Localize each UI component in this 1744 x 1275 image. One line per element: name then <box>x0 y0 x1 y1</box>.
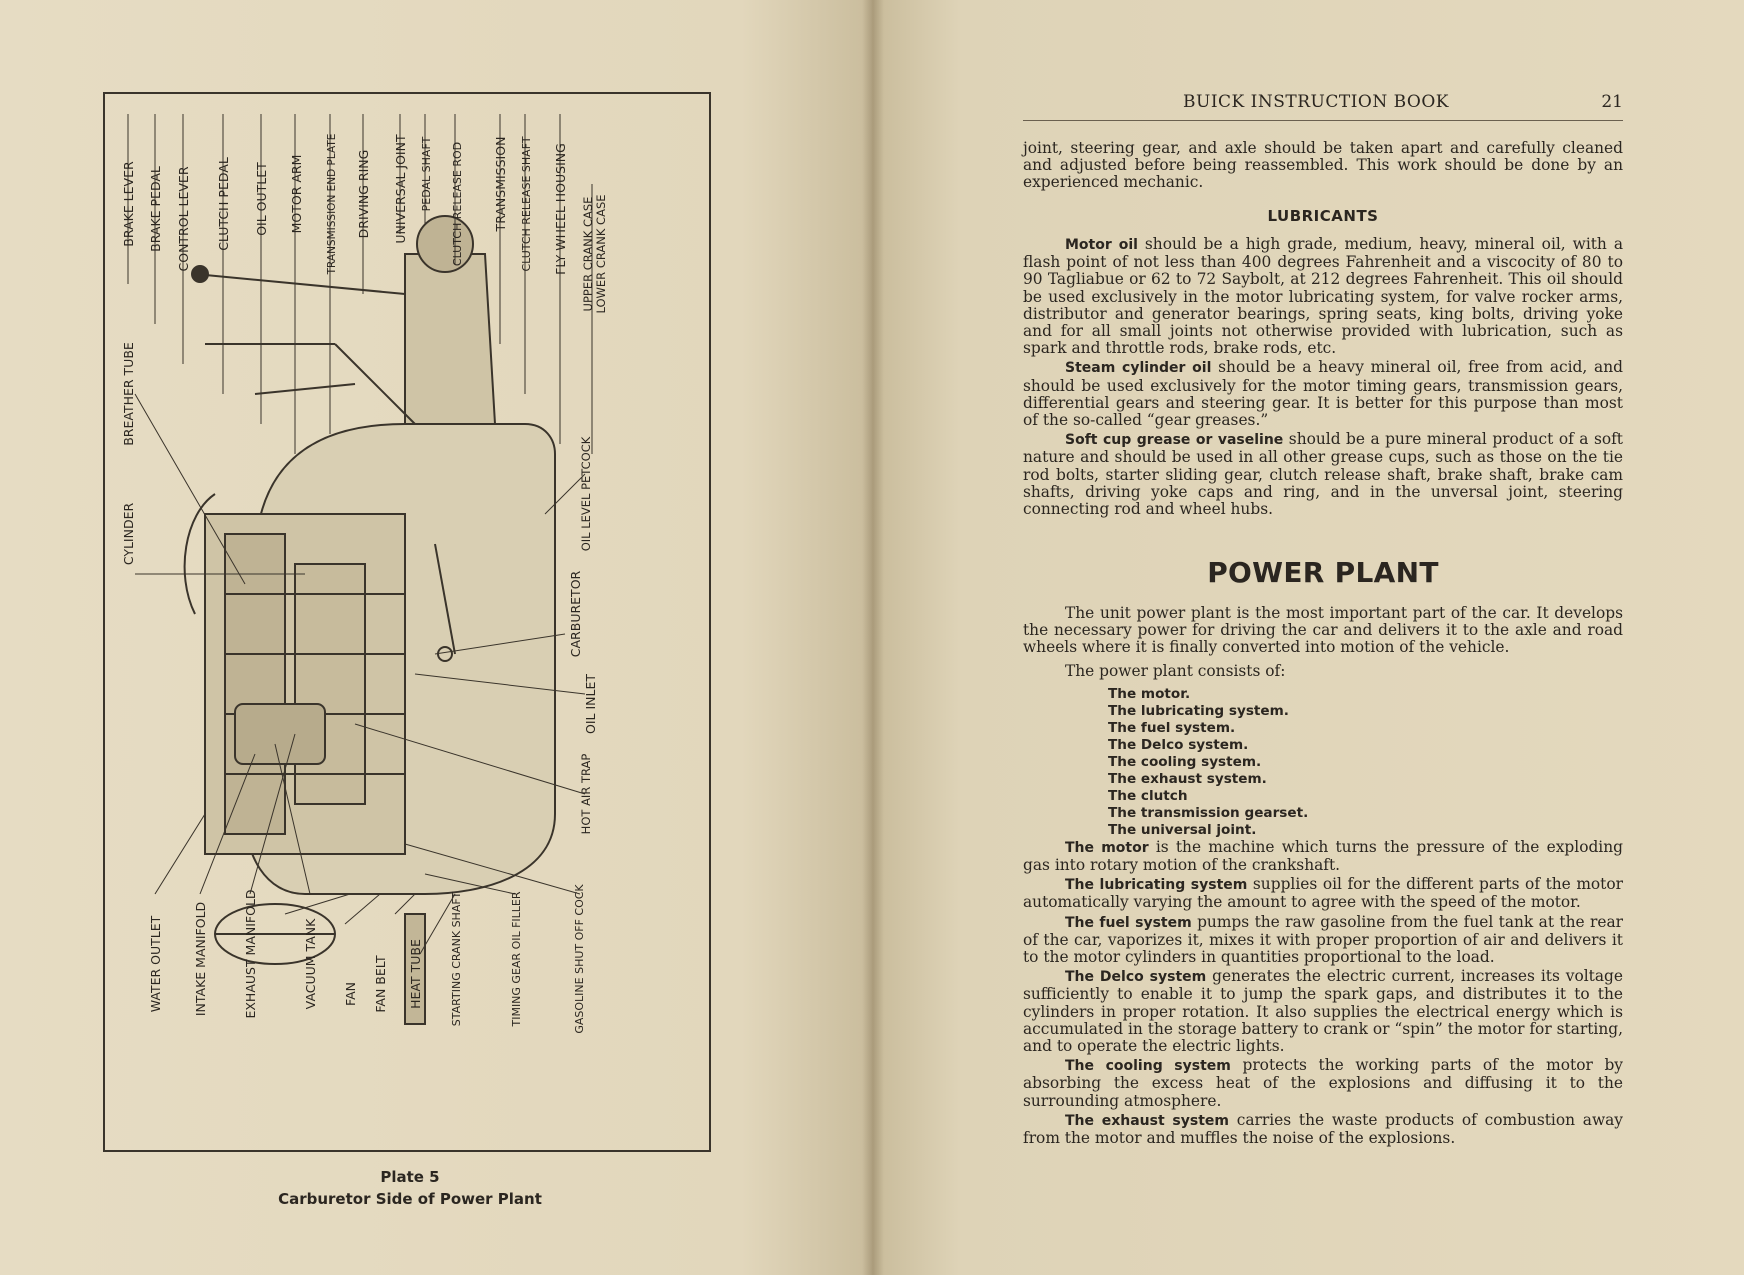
label-gasoline-shut-off-cock: GASOLINE SHUT OFF COCK <box>573 884 586 1034</box>
lubricating-text: supplies oil for the different parts of the motor automatically varying the amount to agree with the speed of the motor. <box>1023 875 1623 912</box>
label-clutch-release-shaft: CLUTCH RELEASE SHAFT <box>520 136 533 272</box>
intro-paragraph <box>1023 140 1623 192</box>
label-brake-pedal: BRAKE PEDAL <box>148 166 163 252</box>
list-item: The universal joint. <box>1108 821 1257 838</box>
delco-term: The Delco system <box>1065 969 1207 986</box>
plate-5-illustration <box>103 92 711 1152</box>
motor-text: is the machine which turns the pressure of the exploding gas into rotary motion of the crankshaft. <box>1023 837 1623 875</box>
pp-intro: The unit power plant is the most important part of the car. It develops the necessary power for driving the car and delivers it to the axle and road wheels where it is finally converted into motion of the vehicle. <box>1023 604 1623 657</box>
motor-oil-text: should be a high grade, medium, heavy, mineral oil, with a flash point of not less than 400 degrees Fahrenheit and a viscocity of 80 to 90 Tagliabue or 62 to 72 Saybolt, at 212 degrees Fahrenheit. This oil should be used exclusively in the motor lubricating system, for valve rocker arms, distributor and generator bearings, spring seats, king bolts, driving yoke and for all small joints not otherwise provided with lubrication, such as spark and throttle rods, brake rods, etc. <box>1023 235 1623 358</box>
grease-paragraph <box>1023 431 1623 518</box>
label-carburetor: CARBURETOR <box>568 570 583 658</box>
label-cylinder: CYLINDER <box>121 502 136 566</box>
label-upper-crank-case: UPPER CRANK CASE <box>581 196 595 312</box>
grease-term: Soft cup grease or vaseline <box>1065 432 1284 449</box>
exhaust-term: The exhaust system <box>1065 1112 1229 1129</box>
label-universal-joint: UNIVERSAL JOINT <box>393 134 408 244</box>
grease-text: should be a pure mineral product of a soft nature and should be used in all other grease cups, such as those on the tie rod bolts, starter sliding gear, clutch release shaft, brake shaft, brake cam shafts, driving yoke caps and ring, and in the unversal joint, steering connecting rod and wheel hubs. <box>1023 430 1623 519</box>
motor-oil-paragraph <box>1023 236 1623 357</box>
label-exhaust-manifold: EXHAUST MANIFOLD <box>243 889 258 1019</box>
label-control-lever: CONTROL LEVER <box>176 166 191 272</box>
list-item: The Delco system. <box>1108 736 1249 753</box>
label-vacuum-tank: VACUUM TANK <box>303 918 318 1010</box>
intro-text: joint, steering gear, and axle should be taken apart and carefully cleaned and adjusted before being reassembled. This work should be done by an experienced mechanic. <box>1023 139 1623 192</box>
steam-oil-text: should be a heavy mineral oil, free from acid, and should be used exclusively for the motor timing gears, transmission gears, differential gears and steering gear. It is better for this purpose than most of the so-called “gear greases.” <box>1023 358 1623 430</box>
label-hot-air-trap: HOT AIR TRAP <box>579 753 593 835</box>
steam-oil-paragraph <box>1023 359 1623 429</box>
label-brake-lever: BRAKE LEVER <box>121 161 136 247</box>
label-fly-wheel-housing: FLY WHEEL HOUSING <box>553 143 568 275</box>
label-oil-outlet: OIL OUTLET <box>254 162 269 236</box>
page-number: 21 <box>1601 92 1623 112</box>
label-timing-gear-oil-filler: TIMING GEAR OIL FILLER <box>510 891 523 1027</box>
power-plant-heading: POWER PLANT <box>1207 556 1439 589</box>
lubricating-paragraph <box>1023 876 1623 911</box>
label-intake-manifold: INTAKE MANIFOLD <box>193 901 208 1017</box>
delco-text: generates the electric current, increases its voltage sufficiently to enable it to jump the spark gaps, and distributes it to the cylinders in proper rotation. It also supplies the electrical energy which is accumulated in the storage battery to crank or “spin” the motor for starting, and to operate the electric lights. <box>1023 967 1623 1056</box>
plate-caption: Carburetor Side of Power Plant <box>278 1190 542 1208</box>
label-oil-level-petcock: OIL LEVEL PETCOCK <box>579 436 593 552</box>
label-breather-tube: BREATHER TUBE <box>121 342 136 446</box>
label-lower-crank-case: LOWER CRANK CASE <box>594 194 608 314</box>
fuel-paragraph <box>1023 914 1623 967</box>
component-list <box>1108 686 1623 839</box>
book-gutter <box>862 0 884 1275</box>
lubricants-heading: LUBRICANTS <box>1267 207 1379 225</box>
motor-paragraph <box>1023 839 1623 874</box>
label-clutch-pedal: CLUTCH PEDAL <box>216 157 231 251</box>
list-item: The fuel system. <box>1108 719 1236 736</box>
label-fan-belt: FAN BELT <box>373 955 388 1013</box>
label-motor-arm: MOTOR ARM <box>289 154 304 234</box>
label-transmission: TRANSMISSION <box>493 136 508 232</box>
delco-paragraph <box>1023 968 1623 1055</box>
running-header <box>1023 92 1623 121</box>
motor-oil-term: Motor oil <box>1065 237 1138 253</box>
lubricating-term: The lubricating system <box>1065 877 1248 894</box>
fuel-term: The fuel system <box>1065 914 1192 931</box>
list-item: The motor. <box>1108 685 1191 702</box>
fuel-text: pumps the raw gasoline from the fuel tank at the rear of the car, vaporizes it, mixes it with proper proportion of air and delivers it to the motor cylinders in quantities proportional to the load. <box>1023 912 1623 967</box>
label-fan: FAN <box>343 982 358 1006</box>
label-starting-crank-shaft: STARTING CRANK SHAFT <box>450 891 463 1027</box>
label-oil-inlet: OIL INLET <box>583 674 598 734</box>
label-driving-ring: DRIVING RING <box>356 149 371 239</box>
consists-of: The power plant consists of: <box>1065 661 1286 680</box>
label-pedal-shaft: PEDAL SHAFT <box>420 136 433 212</box>
list-item: The cooling system. <box>1108 753 1262 770</box>
list-item: The lubricating system. <box>1108 702 1289 719</box>
exhaust-text: carries the waste products of combustion away from the motor and muffles the noise of the explosions. <box>1023 1110 1623 1148</box>
steam-oil-term: Steam cylinder oil <box>1065 360 1212 377</box>
label-heat-tube: HEAT TUBE <box>408 939 423 1009</box>
header-title: BUICK INSTRUCTION BOOK <box>1183 92 1450 112</box>
exhaust-paragraph <box>1023 1112 1623 1147</box>
plate-number: Plate 5 <box>380 1168 440 1186</box>
label-clutch-release-rod: CLUTCH RELEASE ROD <box>451 141 464 267</box>
list-item: The exhaust system. <box>1108 770 1267 787</box>
cooling-paragraph <box>1023 1057 1623 1110</box>
cooling-term: The cooling system <box>1065 1058 1231 1075</box>
lubricants-section <box>1023 236 1623 520</box>
label-transmission-end-plate: TRANSMISSION END PLATE <box>326 133 338 275</box>
power-plant-drawing <box>105 94 709 1150</box>
list-item: The transmission gearset. <box>1108 804 1309 821</box>
motor-term: The motor <box>1065 839 1149 856</box>
list-item: The clutch <box>1108 787 1188 804</box>
cooling-text: protects the working parts of the motor by absorbing the excess heat of the explosions and diffusing it to the surrounding atmosphere. <box>1023 1056 1623 1110</box>
label-water-outlet: WATER OUTLET <box>148 915 163 1013</box>
power-plant-section <box>1023 605 1623 1149</box>
